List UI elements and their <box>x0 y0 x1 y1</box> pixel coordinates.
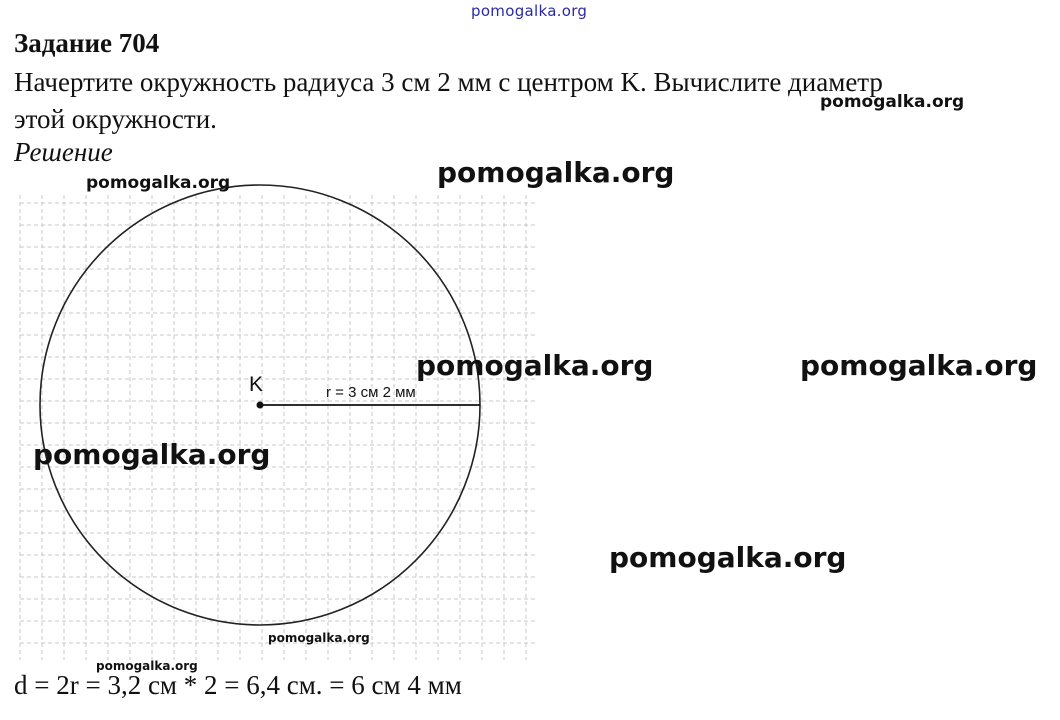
center-label: K <box>249 373 264 396</box>
radius-label: r = 3 см 2 мм <box>326 384 416 401</box>
watermark: pomogalka.org <box>33 438 271 471</box>
watermark: pomogalka.org <box>437 156 675 189</box>
watermark: pomogalka.org <box>800 349 1038 382</box>
watermark: pomogalka.org <box>820 92 965 112</box>
task-line-1: Начертите окружность радиуса 3 см 2 мм с центром K. Вычислите диаметр <box>14 67 883 97</box>
watermark-top[interactable]: pomogalka.org <box>471 2 588 20</box>
center-point <box>257 402 264 409</box>
watermark: pomogalka.org <box>96 659 198 673</box>
watermark: pomogalka.org <box>609 541 847 574</box>
graph-paper-grid <box>20 195 535 660</box>
watermark: pomogalka.org <box>416 349 654 382</box>
solution-label: Решение <box>14 137 113 167</box>
watermark: pomogalka.org <box>86 173 231 193</box>
watermark: pomogalka.org <box>268 631 370 645</box>
task-line-2: этой окружности. <box>14 104 217 134</box>
task-title: Задание 704 <box>14 28 160 58</box>
answer-line: d = 2r = 3,2 см * 2 = 6,4 см. = 6 см 4 мм <box>14 670 462 700</box>
